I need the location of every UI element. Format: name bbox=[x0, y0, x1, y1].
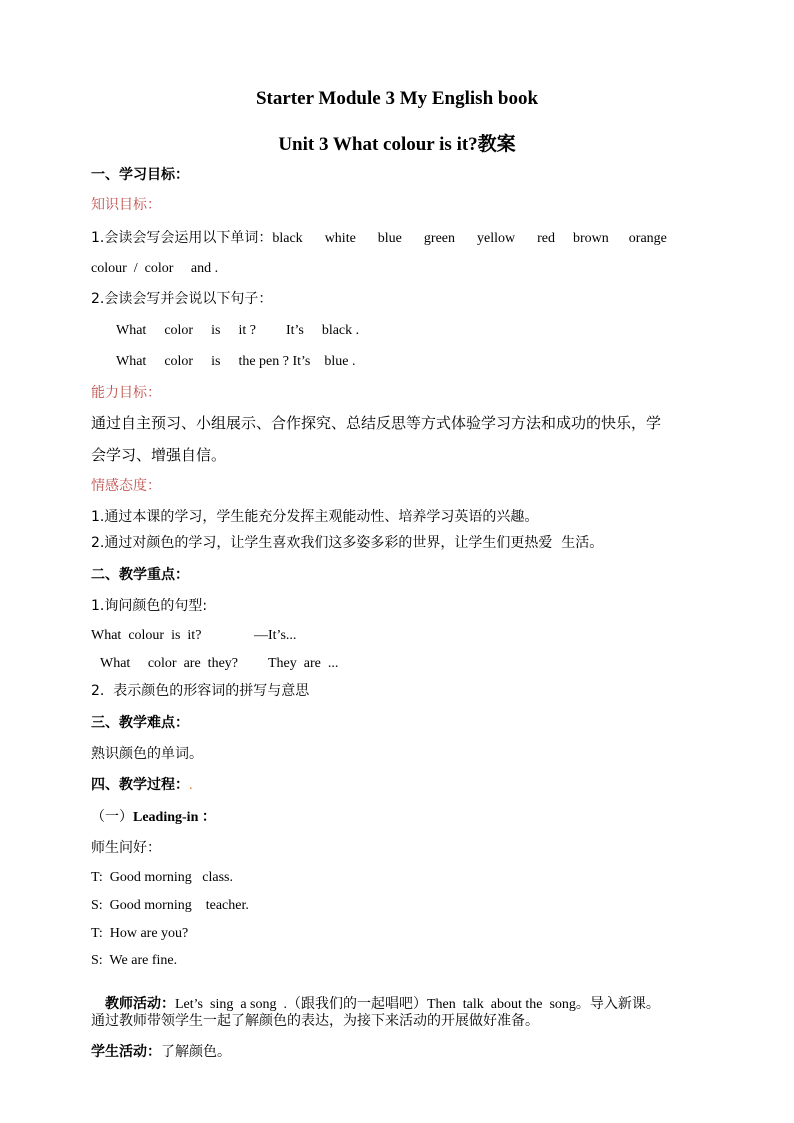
word-white: white bbox=[324, 231, 356, 246]
section-heading-process-dot: . bbox=[189, 778, 193, 793]
step-title: Leading-in ： bbox=[133, 810, 216, 825]
attitude-goal-2: 2.通过对颜色的学习，让学生喜欢我们这多姿多彩的世界，让学生们更热爱 生活。 bbox=[91, 535, 604, 551]
word: What bbox=[116, 323, 147, 338]
teacher-activity-text-2: 通过教师带领学生一起了解颜色的表达，为接下来活动的开展做好准备。 bbox=[91, 1013, 539, 1029]
student-activity-text: 了解颜色。 bbox=[161, 1044, 231, 1060]
example-sentence-2 bbox=[116, 355, 355, 369]
word: is bbox=[211, 354, 221, 369]
teacher-activity-text: Let’s sing a song .（跟我们的一起唱吧）Then talk about the song。导入新课。 bbox=[175, 997, 660, 1012]
ability-goals-text-1: 通过自主预习、小组展示、合作探究、总结反思等方式体验学习方法和成功的快乐，学 bbox=[91, 414, 662, 432]
knowledge-item-1-prefix: 1.会读会写会运用以下单词： bbox=[91, 230, 273, 246]
document-title: Starter Module 3 My English book bbox=[255, 88, 539, 109]
step-number: （一） bbox=[91, 809, 133, 825]
word-yellow: yellow bbox=[477, 231, 516, 246]
ability-goals-text-2: 会学习、增强自信。 bbox=[91, 446, 227, 464]
word-orange: orange bbox=[628, 231, 667, 246]
attitude-goal-1: 1.通过本课的学习，学生能充分发挥主观能动性、培养学习英语的兴趣。 bbox=[91, 509, 539, 525]
key-point-2: 2. 表示颜色的形容词的拼写与意思 bbox=[91, 683, 310, 699]
section-heading-objectives: 一、学习目标： bbox=[91, 167, 189, 183]
word: color bbox=[164, 323, 194, 338]
word: the pen ? It’s bbox=[238, 354, 311, 369]
key-point-answer-2: They are ... bbox=[268, 656, 339, 671]
dialogue-line-2: S: Good morning teacher. bbox=[91, 898, 249, 913]
word: black . bbox=[321, 323, 360, 338]
ability-goals-heading: 能力目标： bbox=[91, 385, 161, 401]
key-point-question-1: What colour is it? bbox=[91, 628, 202, 643]
dialogue-line-3: T: How are you? bbox=[91, 926, 189, 941]
section-heading-process-text: 四、教学过程： bbox=[91, 777, 189, 793]
word-list bbox=[272, 231, 667, 246]
student-activity bbox=[91, 1045, 231, 1060]
word: is bbox=[211, 323, 221, 338]
student-activity-label: 学生活动： bbox=[91, 1044, 161, 1060]
attitude-goals-heading: 情感态度： bbox=[91, 478, 161, 494]
section-heading-difficulties: 三、教学难点： bbox=[91, 715, 189, 731]
word-brown: brown bbox=[573, 231, 609, 246]
key-point-1: 1.询问颜色的句型: bbox=[91, 598, 208, 614]
knowledge-item-1 bbox=[91, 231, 667, 246]
key-point-answer-1: —It’s... bbox=[254, 628, 297, 643]
teacher-activity-label: 教师活动： bbox=[105, 996, 175, 1012]
knowledge-goals-heading: 知识目标： bbox=[91, 197, 161, 213]
dialogue-line-1: T: Good morning class. bbox=[91, 870, 234, 885]
word: It’s bbox=[285, 323, 304, 338]
word-black: black bbox=[272, 231, 303, 246]
section-heading-process bbox=[91, 778, 193, 793]
word: What bbox=[116, 354, 147, 369]
document-subtitle: Unit 3 What colour is it?教案 bbox=[278, 134, 516, 155]
word-green: green bbox=[423, 231, 455, 246]
example-sentence-1 bbox=[116, 324, 359, 338]
word: it ? bbox=[238, 323, 256, 338]
dialogue-line-4: S: We are fine. bbox=[91, 953, 178, 968]
greeting-label: 师生问好： bbox=[91, 840, 161, 856]
step-leading-in bbox=[91, 810, 216, 825]
section-heading-key-points: 二、教学重点： bbox=[91, 567, 189, 583]
word-blue: blue bbox=[377, 231, 402, 246]
knowledge-item-2: 2.会读会写并会说以下句子： bbox=[91, 291, 273, 307]
word: blue . bbox=[324, 354, 356, 369]
word-red: red bbox=[537, 231, 555, 246]
knowledge-item-1-continued: colour / color and . bbox=[91, 261, 219, 276]
difficulty-1: 熟识颜色的单词。 bbox=[91, 746, 203, 762]
word: color bbox=[164, 354, 194, 369]
key-point-question-2: What color are they? bbox=[100, 656, 238, 671]
